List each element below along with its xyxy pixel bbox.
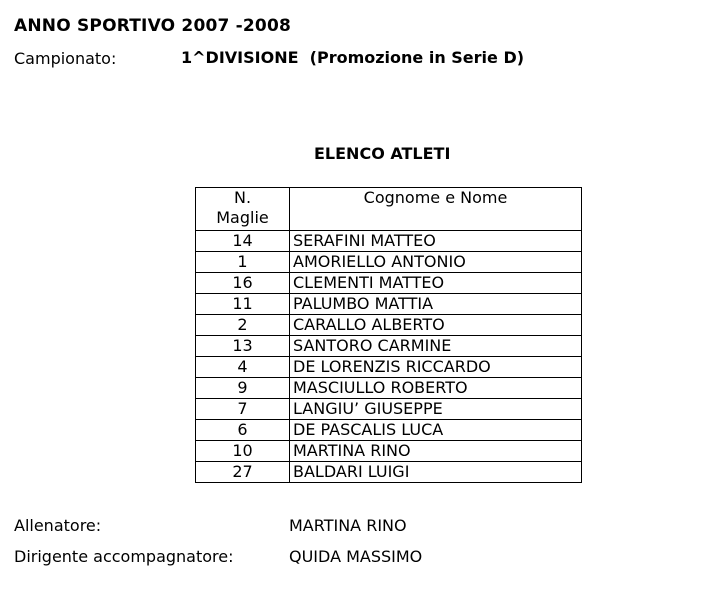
table-row bbox=[196, 252, 582, 273]
jersey-number-cell: 10 bbox=[196, 441, 290, 462]
jersey-number-cell: 27 bbox=[196, 462, 290, 483]
season-title: ANNO SPORTIVO 2007 -2008 bbox=[14, 16, 292, 36]
column-header-number-line1: N. bbox=[233, 188, 252, 207]
jersey-number-cell: 4 bbox=[196, 357, 290, 378]
athlete-name-cell: CARALLO ALBERTO bbox=[290, 315, 582, 336]
jersey-number-cell: 1 bbox=[196, 252, 290, 273]
table-row bbox=[196, 441, 582, 462]
table-row bbox=[196, 420, 582, 441]
coach-value: MARTINA RINO bbox=[289, 516, 407, 535]
table-row bbox=[196, 231, 582, 252]
column-header-number-line2: Maglie bbox=[216, 208, 269, 227]
athlete-name-cell: SANTORO CARMINE bbox=[290, 336, 582, 357]
athlete-name-cell: MARTINA RINO bbox=[290, 441, 582, 462]
table-header-row bbox=[196, 188, 582, 231]
championship-label: Campionato: bbox=[14, 49, 117, 68]
athlete-name-cell: DE LORENZIS RICCARDO bbox=[290, 357, 582, 378]
athlete-name-cell: AMORIELLO ANTONIO bbox=[290, 252, 582, 273]
table-row bbox=[196, 357, 582, 378]
table-row bbox=[196, 378, 582, 399]
table-row bbox=[196, 273, 582, 294]
athlete-name-cell: SERAFINI MATTEO bbox=[290, 231, 582, 252]
coach-label: Allenatore: bbox=[14, 516, 102, 535]
jersey-number-cell: 14 bbox=[196, 231, 290, 252]
manager-value: QUIDA MASSIMO bbox=[289, 547, 423, 566]
table-row bbox=[196, 294, 582, 315]
jersey-number-cell: 2 bbox=[196, 315, 290, 336]
athletes-list-title: ELENCO ATLETI bbox=[314, 144, 451, 163]
championship-value: 1^DIVISIONE (Promozione in Serie D) bbox=[181, 48, 525, 67]
manager-label: Dirigente accompagnatore: bbox=[14, 547, 234, 566]
table-row bbox=[196, 315, 582, 336]
athlete-name-cell: CLEMENTI MATTEO bbox=[290, 273, 582, 294]
athlete-name-cell: MASCIULLO ROBERTO bbox=[290, 378, 582, 399]
jersey-number-cell: 16 bbox=[196, 273, 290, 294]
jersey-number-cell: 6 bbox=[196, 420, 290, 441]
athlete-name-cell: BALDARI LUIGI bbox=[290, 462, 582, 483]
column-header-name: Cognome e Nome bbox=[290, 188, 582, 231]
jersey-number-cell: 9 bbox=[196, 378, 290, 399]
jersey-number-cell: 7 bbox=[196, 399, 290, 420]
athletes-table bbox=[195, 187, 582, 483]
table-row bbox=[196, 336, 582, 357]
athlete-name-cell: PALUMBO MATTIA bbox=[290, 294, 582, 315]
table-row bbox=[196, 399, 582, 420]
athlete-name-cell: LANGIU’ GIUSEPPE bbox=[290, 399, 582, 420]
athlete-name-cell: DE PASCALIS LUCA bbox=[290, 420, 582, 441]
jersey-number-cell: 11 bbox=[196, 294, 290, 315]
jersey-number-cell: 13 bbox=[196, 336, 290, 357]
column-header-number bbox=[196, 188, 290, 231]
table-row bbox=[196, 462, 582, 483]
